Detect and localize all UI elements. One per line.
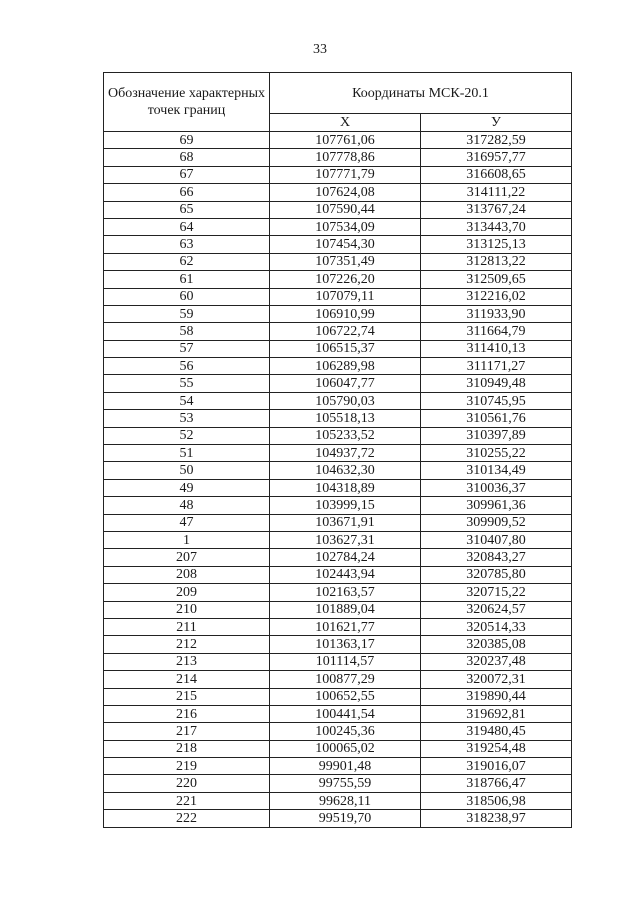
x-coordinate-cell: 100065,02 xyxy=(270,740,421,757)
table-row xyxy=(104,758,572,775)
x-coordinate-cell: 107079,11 xyxy=(270,288,421,305)
table-row xyxy=(104,584,572,601)
point-id-cell: 216 xyxy=(104,705,270,722)
table-row xyxy=(104,653,572,670)
point-id-cell: 213 xyxy=(104,653,270,670)
x-coordinate-cell: 103627,31 xyxy=(270,531,421,548)
y-coordinate-cell: 320843,27 xyxy=(421,549,572,566)
point-id-cell: 63 xyxy=(104,236,270,253)
x-coordinate-cell: 107534,09 xyxy=(270,218,421,235)
table-row xyxy=(104,149,572,166)
x-coordinate-cell: 103999,15 xyxy=(270,497,421,514)
table-row xyxy=(104,201,572,218)
x-coordinate-cell: 100441,54 xyxy=(270,705,421,722)
table-row xyxy=(104,236,572,253)
table-row xyxy=(104,601,572,618)
x-coordinate-cell: 107454,30 xyxy=(270,236,421,253)
table-row xyxy=(104,723,572,740)
point-id-cell: 52 xyxy=(104,427,270,444)
x-coordinate-cell: 106047,77 xyxy=(270,375,421,392)
x-coordinate-cell: 100652,55 xyxy=(270,688,421,705)
point-id-cell: 217 xyxy=(104,723,270,740)
x-coordinate-cell: 105790,03 xyxy=(270,392,421,409)
point-id-cell: 56 xyxy=(104,358,270,375)
y-coordinate-cell: 310561,76 xyxy=(421,410,572,427)
table-row xyxy=(104,392,572,409)
y-coordinate-cell: 319890,44 xyxy=(421,688,572,705)
y-coordinate-cell: 310745,95 xyxy=(421,392,572,409)
point-id-cell: 55 xyxy=(104,375,270,392)
point-id-cell: 59 xyxy=(104,305,270,322)
point-id-cell: 220 xyxy=(104,775,270,792)
x-coordinate-cell: 102163,57 xyxy=(270,584,421,601)
point-id-cell: 210 xyxy=(104,601,270,618)
y-coordinate-cell: 319254,48 xyxy=(421,740,572,757)
x-coordinate-cell: 107624,08 xyxy=(270,184,421,201)
y-coordinate-cell: 310036,37 xyxy=(421,479,572,496)
header-point-designation: Обозначение характерных точек границ xyxy=(104,73,270,132)
point-id-cell: 62 xyxy=(104,253,270,270)
point-id-cell: 212 xyxy=(104,636,270,653)
y-coordinate-cell: 311410,13 xyxy=(421,340,572,357)
y-coordinate-cell: 312813,22 xyxy=(421,253,572,270)
y-coordinate-cell: 320785,80 xyxy=(421,566,572,583)
table-row xyxy=(104,688,572,705)
point-id-cell: 214 xyxy=(104,671,270,688)
y-coordinate-cell: 310255,22 xyxy=(421,445,572,462)
point-id-cell: 54 xyxy=(104,392,270,409)
table-row xyxy=(104,132,572,149)
x-coordinate-cell: 99628,11 xyxy=(270,792,421,809)
y-coordinate-cell: 316957,77 xyxy=(421,149,572,166)
y-coordinate-cell: 310949,48 xyxy=(421,375,572,392)
x-coordinate-cell: 107590,44 xyxy=(270,201,421,218)
y-coordinate-cell: 309909,52 xyxy=(421,514,572,531)
point-id-cell: 65 xyxy=(104,201,270,218)
table-row xyxy=(104,218,572,235)
y-coordinate-cell: 311664,79 xyxy=(421,323,572,340)
point-id-cell: 215 xyxy=(104,688,270,705)
y-coordinate-cell: 320715,22 xyxy=(421,584,572,601)
table-row xyxy=(104,305,572,322)
y-coordinate-cell: 314111,22 xyxy=(421,184,572,201)
point-id-cell: 209 xyxy=(104,584,270,601)
x-coordinate-cell: 100877,29 xyxy=(270,671,421,688)
x-coordinate-cell: 107351,49 xyxy=(270,253,421,270)
table-row xyxy=(104,636,572,653)
table-row xyxy=(104,166,572,183)
x-coordinate-cell: 104632,30 xyxy=(270,462,421,479)
point-id-cell: 57 xyxy=(104,340,270,357)
x-coordinate-cell: 105233,52 xyxy=(270,427,421,444)
y-coordinate-cell: 312509,65 xyxy=(421,271,572,288)
y-coordinate-cell: 311933,90 xyxy=(421,305,572,322)
y-coordinate-cell: 320072,31 xyxy=(421,671,572,688)
table-row xyxy=(104,288,572,305)
y-coordinate-cell: 316608,65 xyxy=(421,166,572,183)
table-row xyxy=(104,792,572,809)
table-row xyxy=(104,358,572,375)
y-coordinate-cell: 318506,98 xyxy=(421,792,572,809)
point-id-cell: 68 xyxy=(104,149,270,166)
x-coordinate-cell: 106910,99 xyxy=(270,305,421,322)
point-id-cell: 51 xyxy=(104,445,270,462)
x-coordinate-cell: 99901,48 xyxy=(270,758,421,775)
x-coordinate-cell: 107778,86 xyxy=(270,149,421,166)
table-row xyxy=(104,410,572,427)
point-id-cell: 69 xyxy=(104,132,270,149)
x-coordinate-cell: 105518,13 xyxy=(270,410,421,427)
table-row xyxy=(104,479,572,496)
x-coordinate-cell: 101621,77 xyxy=(270,618,421,635)
x-coordinate-cell: 101114,57 xyxy=(270,653,421,670)
point-id-cell: 66 xyxy=(104,184,270,201)
y-coordinate-cell: 320385,08 xyxy=(421,636,572,653)
point-id-cell: 221 xyxy=(104,792,270,809)
x-coordinate-cell: 106722,74 xyxy=(270,323,421,340)
table-row xyxy=(104,340,572,357)
point-id-cell: 48 xyxy=(104,497,270,514)
point-id-cell: 60 xyxy=(104,288,270,305)
point-id-cell: 207 xyxy=(104,549,270,566)
table-row xyxy=(104,271,572,288)
x-coordinate-cell: 107226,20 xyxy=(270,271,421,288)
table-row xyxy=(104,253,572,270)
y-coordinate-cell: 317282,59 xyxy=(421,132,572,149)
y-coordinate-cell: 318766,47 xyxy=(421,775,572,792)
y-coordinate-cell: 310397,89 xyxy=(421,427,572,444)
point-id-cell: 50 xyxy=(104,462,270,479)
y-coordinate-cell: 310407,80 xyxy=(421,531,572,548)
coordinates-table xyxy=(103,72,572,828)
table-row xyxy=(104,323,572,340)
point-id-cell: 208 xyxy=(104,566,270,583)
x-coordinate-cell: 101363,17 xyxy=(270,636,421,653)
x-coordinate-cell: 107761,06 xyxy=(270,132,421,149)
x-coordinate-cell: 100245,36 xyxy=(270,723,421,740)
table-row xyxy=(104,740,572,757)
x-coordinate-cell: 102443,94 xyxy=(270,566,421,583)
header-coordinates: Координаты МСК-20.1 xyxy=(270,73,572,114)
point-id-cell: 64 xyxy=(104,218,270,235)
x-coordinate-cell: 104937,72 xyxy=(270,445,421,462)
x-coordinate-cell: 106515,37 xyxy=(270,340,421,357)
point-id-cell: 222 xyxy=(104,810,270,827)
y-coordinate-cell: 312216,02 xyxy=(421,288,572,305)
table-row xyxy=(104,375,572,392)
table-row xyxy=(104,566,572,583)
y-coordinate-cell: 309961,36 xyxy=(421,497,572,514)
y-coordinate-cell: 313767,24 xyxy=(421,201,572,218)
point-id-cell: 67 xyxy=(104,166,270,183)
table-row xyxy=(104,549,572,566)
point-id-cell: 1 xyxy=(104,531,270,548)
x-coordinate-cell: 103671,91 xyxy=(270,514,421,531)
x-coordinate-cell: 104318,89 xyxy=(270,479,421,496)
y-coordinate-cell: 320624,57 xyxy=(421,601,572,618)
x-coordinate-cell: 101889,04 xyxy=(270,601,421,618)
point-id-cell: 219 xyxy=(104,758,270,775)
table-row xyxy=(104,445,572,462)
table-row xyxy=(104,462,572,479)
y-coordinate-cell: 319016,07 xyxy=(421,758,572,775)
y-coordinate-cell: 310134,49 xyxy=(421,462,572,479)
y-coordinate-cell: 320514,33 xyxy=(421,618,572,635)
point-id-cell: 49 xyxy=(104,479,270,496)
y-coordinate-cell: 319480,45 xyxy=(421,723,572,740)
table-row xyxy=(104,618,572,635)
y-coordinate-cell: 318238,97 xyxy=(421,810,572,827)
table-row xyxy=(104,184,572,201)
point-id-cell: 58 xyxy=(104,323,270,340)
y-coordinate-cell: 319692,81 xyxy=(421,705,572,722)
y-coordinate-cell: 313125,13 xyxy=(421,236,572,253)
table-row xyxy=(104,514,572,531)
x-coordinate-cell: 107771,79 xyxy=(270,166,421,183)
page-number: 33 xyxy=(313,42,327,57)
x-coordinate-cell: 99755,59 xyxy=(270,775,421,792)
table-row xyxy=(104,497,572,514)
table-row xyxy=(104,810,572,827)
header-y: У xyxy=(421,114,572,132)
point-id-cell: 53 xyxy=(104,410,270,427)
point-id-cell: 47 xyxy=(104,514,270,531)
table-row xyxy=(104,531,572,548)
table-body xyxy=(104,132,572,828)
y-coordinate-cell: 311171,27 xyxy=(421,358,572,375)
table-row xyxy=(104,427,572,444)
y-coordinate-cell: 320237,48 xyxy=(421,653,572,670)
point-id-cell: 61 xyxy=(104,271,270,288)
x-coordinate-cell: 106289,98 xyxy=(270,358,421,375)
y-coordinate-cell: 313443,70 xyxy=(421,218,572,235)
table-row xyxy=(104,671,572,688)
x-coordinate-cell: 99519,70 xyxy=(270,810,421,827)
table-row xyxy=(104,705,572,722)
point-id-cell: 211 xyxy=(104,618,270,635)
point-id-cell: 218 xyxy=(104,740,270,757)
header-x: X xyxy=(270,114,421,132)
x-coordinate-cell: 102784,24 xyxy=(270,549,421,566)
table-row xyxy=(104,775,572,792)
